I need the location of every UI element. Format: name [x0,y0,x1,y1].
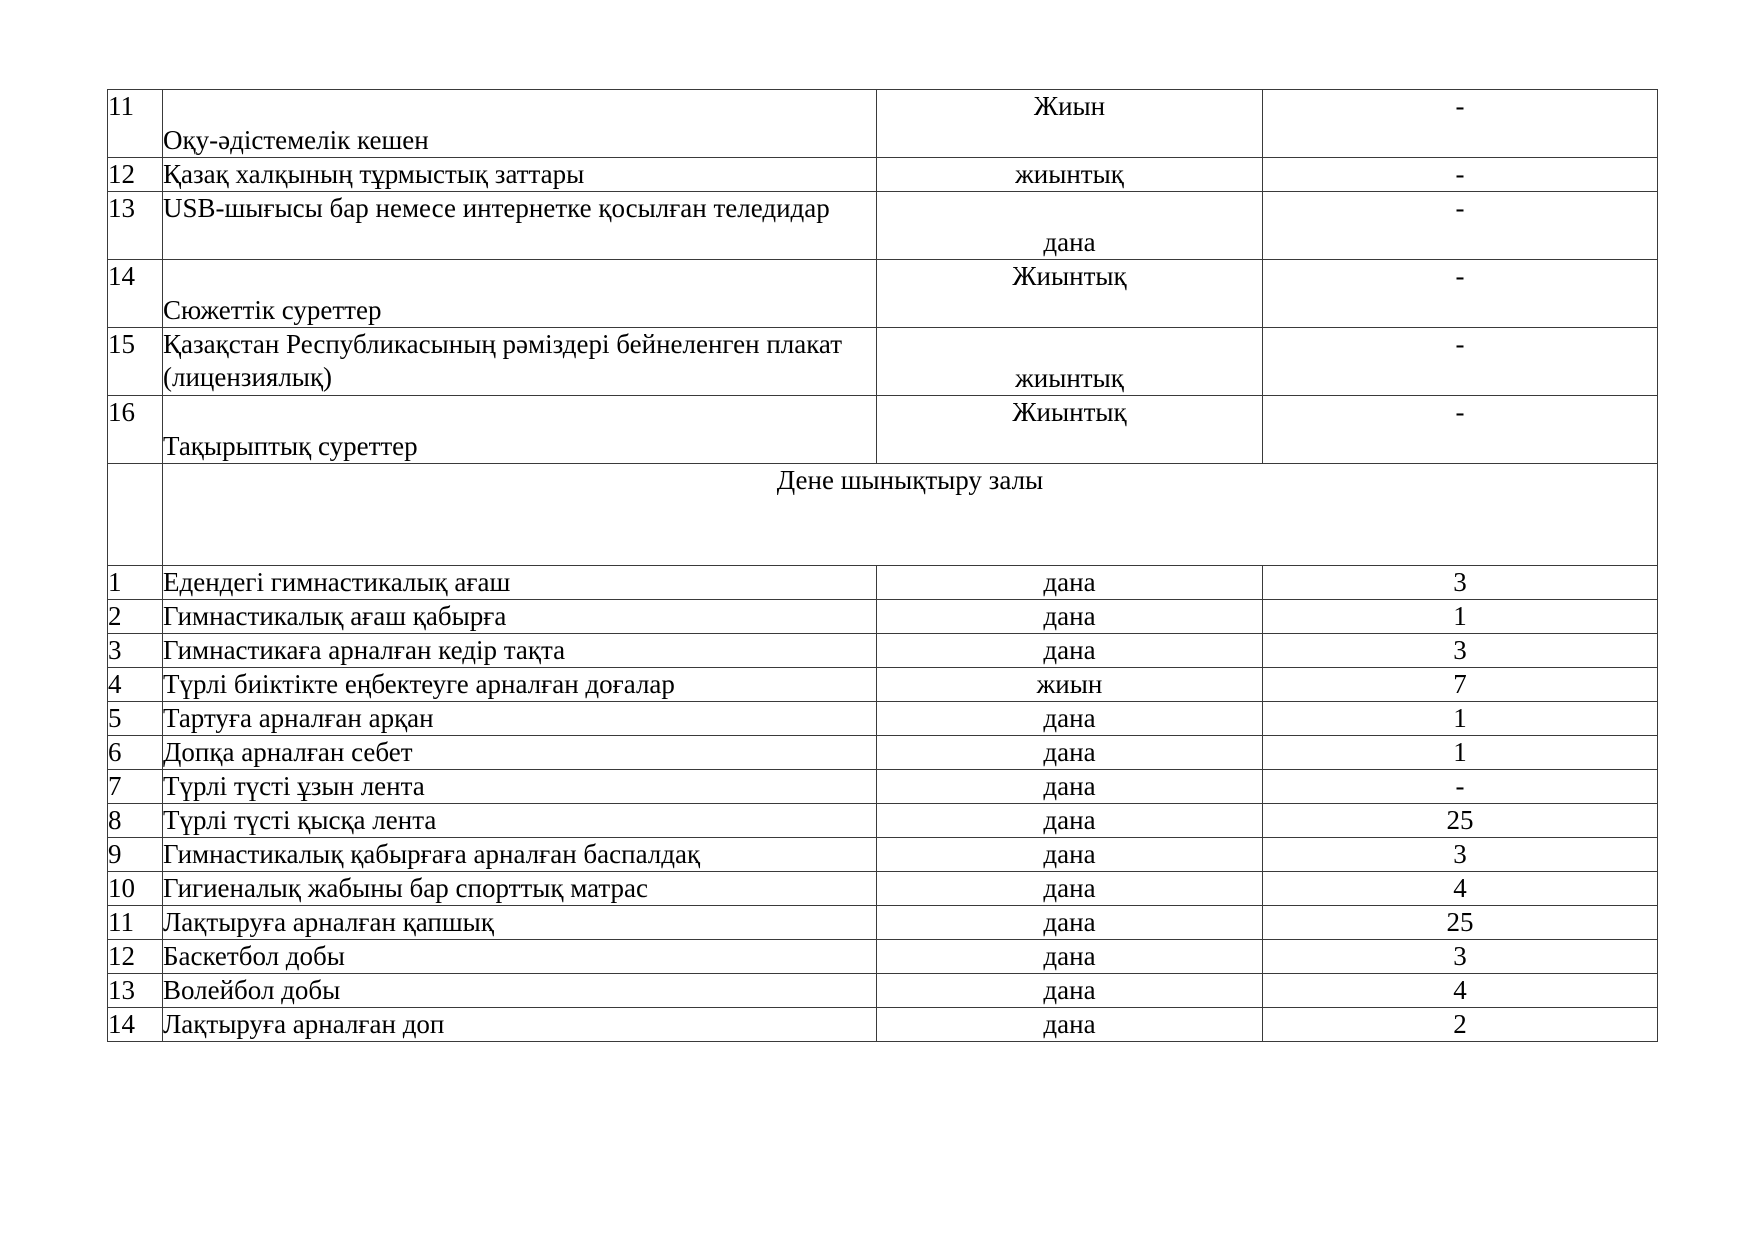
quantity-cell [1263,260,1658,328]
row-number-cell [108,158,163,192]
item-name-cell [163,634,877,668]
quantity-value: 4 [1453,873,1467,903]
section-row [108,464,1658,566]
unit-label: жиын [1036,669,1103,699]
item-name: Оқу-әдістемелік кешен [163,125,429,155]
row-number: 8 [108,805,122,835]
unit-label: дана [1043,975,1096,1005]
quantity-cell [1263,974,1658,1008]
row-number: 7 [108,771,122,801]
quantity-value: 1 [1453,737,1467,767]
quantity-value: - [1455,91,1465,121]
unit-label: дана [1043,805,1096,835]
unit-label: дана [1043,873,1096,903]
item-name-cell [163,260,877,328]
equipment-table [107,89,1658,1042]
unit-cell [877,90,1263,158]
unit-cell [877,838,1263,872]
quantity-cell [1263,838,1658,872]
row-number: 4 [108,669,122,699]
row-number: 12 [108,941,135,971]
unit-cell [877,804,1263,838]
unit-cell [877,736,1263,770]
item-name: Лақтыруға арналған доп [163,1009,445,1039]
unit-cell [877,702,1263,736]
row-number: 6 [108,737,122,767]
item-name: Едендегі гимнастикалық ағаш [163,567,511,597]
table-row [108,600,1658,634]
row-number: 10 [108,873,135,903]
table-row [108,804,1658,838]
quantity-value: 1 [1453,703,1467,733]
item-name-cell [163,668,877,702]
unit-label: Жиынтық [1012,261,1127,291]
row-number: 11 [108,907,134,937]
row-number-cell [108,736,163,770]
item-name: Қазақстан Республикасының рәміздері бейнеленген плакат (лицензиялық) [163,329,843,392]
item-name-cell [163,974,877,1008]
quantity-cell [1263,906,1658,940]
item-name-cell [163,192,877,260]
quantity-cell [1263,702,1658,736]
table-row [108,566,1658,600]
row-number: 13 [108,193,135,223]
table-row [108,668,1658,702]
unit-label: дана [1043,635,1096,665]
quantity-value: 4 [1453,975,1467,1005]
row-number-cell [108,974,163,1008]
item-name: Түрлі түсті ұзын лента [163,771,425,801]
table-row [108,736,1658,770]
item-name: Волейбол добы [163,975,341,1005]
item-name-cell [163,940,877,974]
item-name-cell [163,1008,877,1042]
quantity-value: 2 [1453,1009,1467,1039]
quantity-cell [1263,736,1658,770]
row-number-cell [108,600,163,634]
row-number: 1 [108,567,122,597]
row-number: 15 [108,329,135,359]
item-name: Гимнастикаға арналған кедір тақта [163,635,566,665]
item-name-cell [163,328,877,396]
unit-label: жиынтық [1015,363,1124,393]
item-name-cell [163,736,877,770]
row-number-cell [108,192,163,260]
quantity-cell [1263,396,1658,464]
table-row [108,940,1658,974]
item-name-cell [163,702,877,736]
quantity-value: 3 [1453,941,1467,971]
quantity-value: - [1455,397,1465,427]
quantity-value: 3 [1453,635,1467,665]
table-row [108,192,1658,260]
item-name: Түрлі түсті қысқа лента [163,805,437,835]
unit-label: дана [1043,839,1096,869]
unit-label: дана [1043,1009,1096,1039]
row-number-cell [108,906,163,940]
table-row [108,906,1658,940]
unit-label: дана [1043,907,1096,937]
row-number: 13 [108,975,135,1005]
unit-cell [877,600,1263,634]
unit-cell [877,872,1263,906]
quantity-value: - [1455,193,1465,223]
unit-label: жиынтық [1015,159,1124,189]
item-name-cell [163,872,877,906]
unit-cell [877,1008,1263,1042]
row-number-cell [108,838,163,872]
unit-cell [877,668,1263,702]
quantity-cell [1263,192,1658,260]
row-number: 11 [108,91,134,121]
item-name-cell [163,158,877,192]
unit-label: дана [1043,567,1096,597]
table-row [108,90,1658,158]
item-name-cell [163,906,877,940]
row-number-cell [108,770,163,804]
item-name: Гимнастикалық ағаш қабырға [163,601,507,631]
quantity-cell [1263,770,1658,804]
item-name-cell [163,838,877,872]
table-row [108,396,1658,464]
table-row [108,838,1658,872]
row-number: 2 [108,601,122,631]
table-row [108,872,1658,906]
quantity-cell [1263,90,1658,158]
item-name-cell [163,396,877,464]
item-name: Баскетбол добы [163,941,345,971]
table-row [108,260,1658,328]
item-name: Тақырыптық суреттер [163,431,418,461]
unit-cell [877,566,1263,600]
row-number-cell [108,328,163,396]
unit-cell [877,906,1263,940]
row-number: 16 [108,397,135,427]
quantity-value: 7 [1453,669,1467,699]
quantity-value: - [1455,159,1465,189]
unit-cell [877,940,1263,974]
table-row [108,1008,1658,1042]
unit-cell [877,770,1263,804]
item-name-cell [163,804,877,838]
row-number-cell [108,668,163,702]
item-name: Тартуға арналған арқан [163,703,434,733]
quantity-cell [1263,634,1658,668]
row-number: 14 [108,261,135,291]
unit-label: Жиынтық [1012,397,1127,427]
unit-label: дана [1043,771,1096,801]
quantity-cell [1263,872,1658,906]
quantity-cell [1263,328,1658,396]
quantity-cell [1263,668,1658,702]
unit-label: дана [1043,941,1096,971]
row-number-cell [108,872,163,906]
quantity-value: 3 [1453,567,1467,597]
row-number: 3 [108,635,122,665]
quantity-cell [1263,940,1658,974]
unit-cell [877,192,1263,260]
quantity-value: 25 [1446,805,1474,835]
row-number-cell [108,804,163,838]
quantity-value: - [1455,771,1465,801]
section-title-cell [163,464,1658,566]
unit-label: дана [1043,737,1096,767]
unit-label: дана [1043,227,1096,257]
item-name: Гимнастикалық қабырғаға арналған баспалдақ [163,839,701,869]
item-name-cell [163,770,877,804]
quantity-cell [1263,804,1658,838]
table-row [108,634,1658,668]
equipment-table-body [108,90,1658,1042]
unit-cell [877,260,1263,328]
quantity-value: 1 [1453,601,1467,631]
unit-cell [877,158,1263,192]
quantity-cell [1263,158,1658,192]
item-name: Сюжеттік суреттер [163,295,382,325]
row-number-cell [108,396,163,464]
row-number-cell [108,702,163,736]
unit-cell [877,396,1263,464]
quantity-value: - [1455,329,1465,359]
row-number-cell [108,260,163,328]
unit-label: дана [1043,601,1096,631]
item-name-cell [163,566,877,600]
quantity-value: 25 [1446,907,1474,937]
item-name: Қазақ халқының тұрмыстық заттары [163,159,585,189]
unit-cell [877,328,1263,396]
row-number-cell [108,1008,163,1042]
unit-cell [877,974,1263,1008]
table-row [108,702,1658,736]
item-name: Допқа арналған себет [163,737,413,767]
row-number-cell [108,566,163,600]
table-row [108,328,1658,396]
quantity-cell [1263,566,1658,600]
table-row [108,158,1658,192]
row-number: 14 [108,1009,135,1039]
row-number-cell [108,940,163,974]
item-name: Түрлі биіктікте еңбектеуге арналған доғалар [163,669,675,699]
quantity-cell [1263,600,1658,634]
table-row [108,770,1658,804]
row-number-cell [108,634,163,668]
unit-label: Жиын [1033,91,1106,121]
item-name: USB-шығысы бар немесе интернетке қосылған теледидар [163,193,830,223]
section-title: Дене шынықтыру залы [776,465,1044,495]
item-name-cell [163,90,877,158]
table-row [108,974,1658,1008]
item-name: Лақтыруға арналған қапшық [163,907,494,937]
row-number: 9 [108,839,122,869]
row-number: 12 [108,159,135,189]
unit-cell [877,634,1263,668]
quantity-value: 3 [1453,839,1467,869]
item-name: Гигиеналық жабыны бар спорттық матрас [163,873,648,903]
item-name-cell [163,600,877,634]
section-number-cell [108,464,163,566]
row-number: 5 [108,703,122,733]
unit-label: дана [1043,703,1096,733]
row-number-cell [108,90,163,158]
quantity-cell [1263,1008,1658,1042]
quantity-value: - [1455,261,1465,291]
